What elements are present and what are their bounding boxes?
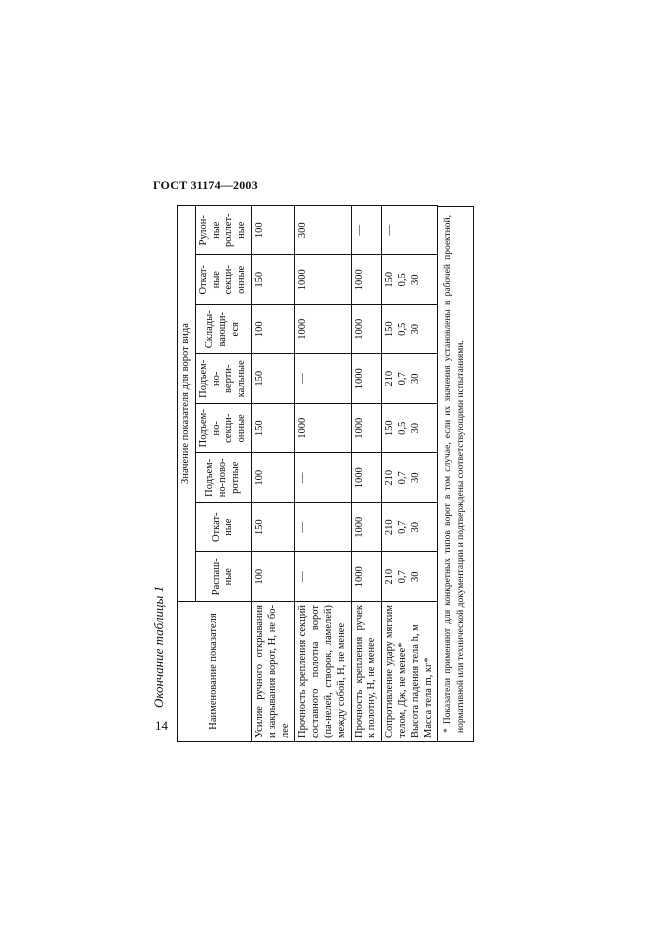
value-line: 30 [409, 373, 421, 384]
value-line: 1000 [353, 368, 365, 390]
value-line: 210 [384, 568, 396, 585]
value-cell [382, 453, 438, 503]
gate-type-label-line: еся [229, 322, 241, 337]
value-line: 100 [253, 469, 265, 486]
value-cell [382, 404, 438, 454]
gate-type-label-line: онные [236, 265, 248, 294]
rotated-table-block [177, 206, 500, 742]
gate-type-label-line: секци- [223, 413, 235, 443]
table-row [351, 206, 382, 742]
value-cell [382, 503, 438, 553]
table-footnote: * Показатели применяют для конкретных типов ворот в том случае, если их значения установлены в рабочей проектной, нормативной или технической документации и подтверждены соответствующими испытаниями. [438, 206, 474, 742]
indicator-name-cell: Прочность крепления секций составного полотна ворот (па-нелей, створок, ламелей) между собой, Н, не менее [295, 602, 351, 742]
gate-type-header [195, 453, 251, 503]
value-cell [295, 552, 351, 602]
gate-type-label-line: ные [210, 271, 222, 289]
value-line: 0,7 [396, 471, 408, 485]
value-cell [251, 206, 294, 256]
gate-type-label-line: ные [223, 568, 235, 586]
value-cell [251, 552, 294, 602]
gate-type-label-line: но- [210, 371, 222, 386]
value-cell [351, 503, 382, 553]
value-line: 300 [297, 222, 309, 239]
table-row [295, 206, 351, 742]
gate-type-label-line: роллет- [223, 213, 235, 248]
value-line: 1000 [297, 269, 309, 291]
value-line: 150 [384, 271, 396, 288]
gate-type-label-line: Подъем- [197, 359, 209, 398]
value-line: — [353, 225, 365, 236]
value-line: 210 [384, 469, 396, 486]
gate-type-header [195, 354, 251, 404]
value-line: 210 [384, 519, 396, 536]
indicator-name-line: Масса тела m, кг* [422, 657, 434, 738]
value-line: 150 [384, 420, 396, 437]
value-cell [295, 206, 351, 256]
value-cell [382, 305, 438, 355]
gate-type-label-line: онные [236, 414, 248, 443]
col-header-indicator-name: Наименование показателя [178, 602, 252, 742]
value-cell [251, 404, 294, 454]
value-line: 1000 [353, 467, 365, 489]
gate-type-header [195, 305, 251, 355]
value-line: 1000 [353, 269, 365, 291]
gate-type-label-line: Подъем- [197, 409, 209, 448]
value-cell [251, 354, 294, 404]
value-cell [351, 453, 382, 503]
value-line: 30 [409, 324, 421, 335]
value-line: — [297, 571, 309, 582]
value-line: 1000 [353, 318, 365, 340]
value-line: 210 [384, 370, 396, 387]
gate-type-header [195, 503, 251, 553]
value-line: 1000 [353, 566, 365, 588]
value-cell [295, 255, 351, 305]
gate-type-header [195, 552, 251, 602]
value-line: 30 [409, 472, 421, 483]
table-continuation-label: Окончание таблицы 1 [151, 585, 166, 708]
value-cell [295, 354, 351, 404]
value-line: 0,7 [396, 570, 408, 584]
value-line: 1000 [297, 318, 309, 340]
indicator-name-line: Сопротивление удару мягким телом, Дж, не менее* [384, 605, 408, 738]
value-line: 100 [253, 321, 265, 338]
value-line: 150 [253, 420, 265, 437]
value-line: 100 [253, 222, 265, 239]
value-line: 30 [409, 571, 421, 582]
page-number: 14 [155, 718, 168, 733]
indicator-name-line: Высота падения тела h, м [409, 624, 421, 738]
value-line: 1000 [353, 516, 365, 538]
gate-type-label-line: вающи- [216, 311, 228, 347]
value-cell [251, 305, 294, 355]
indicator-name-cell: Усилие ручного открывания и закрывания ворот, Н, не бо-лее [251, 602, 294, 742]
value-line: 0,5 [396, 421, 408, 435]
col-header-gate-values: Значение показателя для ворот вида [178, 206, 196, 602]
gate-type-label-line: секци- [223, 265, 235, 295]
value-cell [251, 255, 294, 305]
table-row [251, 206, 294, 742]
gate-type-header [195, 206, 251, 256]
value-line: 30 [409, 274, 421, 285]
value-line: 0,5 [396, 273, 408, 287]
value-line: 1000 [353, 417, 365, 439]
document-code: ГОСТ 31174—2003 [153, 178, 258, 192]
value-line: 150 [253, 271, 265, 288]
value-cell [351, 255, 382, 305]
value-cell [382, 354, 438, 404]
value-cell [351, 552, 382, 602]
value-cell [382, 206, 438, 256]
gate-type-label-line: но-пово- [216, 458, 228, 498]
indicator-name-cell [382, 602, 438, 742]
table-row [382, 206, 438, 742]
gate-type-label-line: ные [223, 518, 235, 536]
value-line: 30 [409, 522, 421, 533]
gate-type-label-line: но- [210, 421, 222, 436]
value-cell [351, 305, 382, 355]
value-line: — [297, 373, 309, 384]
value-cell [382, 255, 438, 305]
gate-type-label-line: Рулон- [197, 215, 209, 246]
value-line: 0,5 [396, 322, 408, 336]
value-line: 150 [253, 519, 265, 536]
value-cell [382, 552, 438, 602]
gate-type-label-line: Склады- [204, 310, 216, 349]
indicators-table [177, 205, 438, 742]
value-cell [251, 453, 294, 503]
value-line: — [297, 472, 309, 483]
gate-type-header [195, 255, 251, 305]
value-line: 0,7 [396, 372, 408, 386]
value-cell [295, 404, 351, 454]
value-line: 1000 [297, 417, 309, 439]
gate-type-header [195, 404, 251, 454]
value-cell [295, 503, 351, 553]
value-cell [295, 453, 351, 503]
value-cell [295, 305, 351, 355]
value-line: 150 [384, 321, 396, 338]
value-line: — [384, 225, 396, 236]
gate-type-label-line: верти- [223, 364, 235, 393]
gate-type-label-line: ротные [229, 461, 241, 494]
gate-type-label-line: Подъем- [204, 458, 216, 497]
value-line: 100 [253, 568, 265, 585]
gate-type-label-line: кальные [236, 360, 248, 398]
gate-type-label-line: Откат- [197, 264, 209, 295]
value-line: 0,7 [396, 520, 408, 534]
gate-type-label-line: Откат- [210, 512, 222, 543]
value-cell [251, 503, 294, 553]
value-cell [351, 404, 382, 454]
indicator-name-cell: Прочность крепления ручек к полотну, Н, не менее [351, 602, 382, 742]
value-line: — [297, 522, 309, 533]
value-cell [351, 206, 382, 256]
value-line: 150 [253, 370, 265, 387]
gate-type-label-line: ные [210, 221, 222, 239]
value-cell [351, 354, 382, 404]
gate-type-label-line: ные [236, 221, 248, 239]
value-line: 30 [409, 423, 421, 434]
gate-type-label-line: Распаш- [210, 558, 222, 596]
